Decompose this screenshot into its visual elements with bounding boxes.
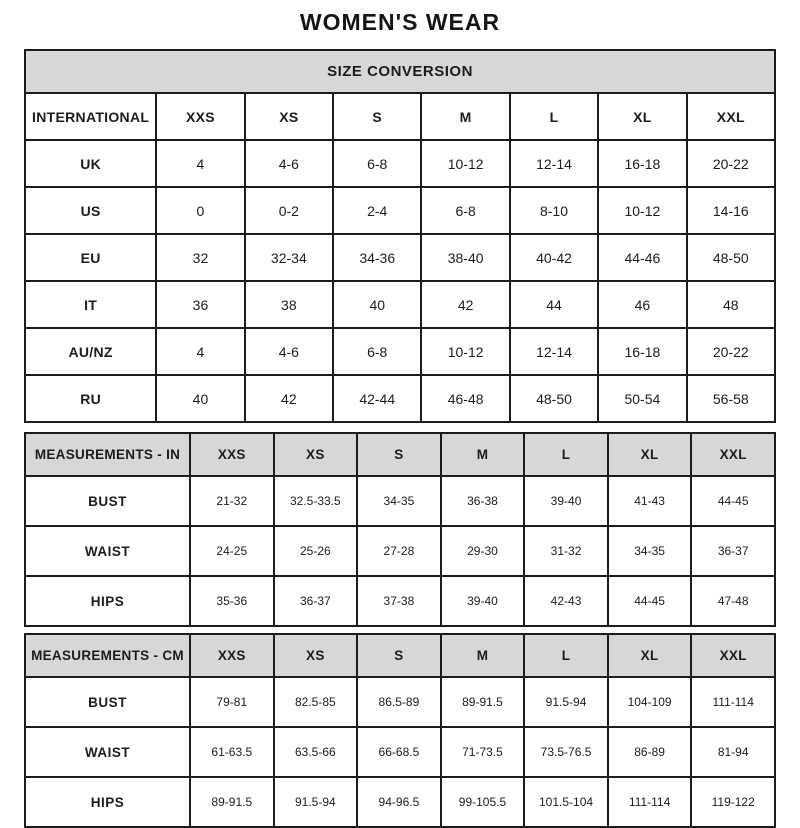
table-row	[25, 526, 775, 576]
value-cell: 25-26	[274, 526, 358, 576]
value-cell: 8-10	[510, 187, 598, 234]
value-cell: 79-81	[190, 677, 274, 727]
table-row	[25, 234, 775, 281]
value-cell: 44-46	[598, 234, 686, 281]
value-cell: 38-40	[421, 234, 509, 281]
size-column-header: L	[524, 433, 608, 476]
size-column-header: M	[441, 433, 525, 476]
value-cell: 16-18	[598, 328, 686, 375]
value-cell: 86-89	[608, 727, 692, 777]
value-cell: 48-50	[687, 234, 775, 281]
value-cell: 32.5-33.5	[274, 476, 358, 526]
value-cell: 44-45	[691, 476, 775, 526]
value-cell: 0	[156, 187, 244, 234]
page-title: WOMEN'S WEAR	[299, 9, 501, 35]
size-column-header: XXS	[156, 93, 244, 140]
measurements-in-header-row	[25, 433, 775, 476]
region-label: US	[25, 187, 156, 234]
table-row	[25, 476, 775, 526]
value-cell: 6-8	[333, 140, 421, 187]
size-column-header: S	[333, 93, 421, 140]
value-cell: 10-12	[421, 328, 509, 375]
value-cell: 37-38	[357, 576, 441, 626]
value-cell: 44	[510, 281, 598, 328]
value-cell: 40-42	[510, 234, 598, 281]
measurements-cm-title: MEASUREMENTS - CM	[25, 634, 190, 677]
value-cell: 63.5-66	[274, 727, 358, 777]
size-column-header: XXS	[190, 433, 274, 476]
value-cell: 2-4	[333, 187, 421, 234]
table-row	[25, 777, 775, 827]
value-cell: 4	[156, 140, 244, 187]
value-cell: 41-43	[608, 476, 692, 526]
region-label: EU	[25, 234, 156, 281]
value-cell: 104-109	[608, 677, 692, 727]
table-row	[25, 281, 775, 328]
measurement-label: WAIST	[25, 727, 190, 777]
size-column-header: L	[510, 93, 598, 140]
measurement-label: BUST	[25, 476, 190, 526]
value-cell: 21-32	[190, 476, 274, 526]
value-cell: 36-37	[274, 576, 358, 626]
value-cell: 10-12	[421, 140, 509, 187]
value-cell: 99-105.5	[441, 777, 525, 827]
value-cell: 91.5-94	[274, 777, 358, 827]
value-cell: 14-16	[687, 187, 775, 234]
size-conversion-columns-row	[25, 93, 775, 140]
value-cell: 119-122	[691, 777, 775, 827]
measurement-label: HIPS	[25, 576, 190, 626]
size-conversion-table	[24, 49, 776, 423]
value-cell: 12-14	[510, 328, 598, 375]
value-cell: 20-22	[687, 328, 775, 375]
size-column-header: M	[421, 93, 509, 140]
size-column-header: XL	[608, 433, 692, 476]
value-cell: 42	[421, 281, 509, 328]
value-cell: 39-40	[524, 476, 608, 526]
measurements-in-table	[24, 432, 776, 627]
value-cell: 89-91.5	[441, 677, 525, 727]
measurements-cm-table	[24, 633, 776, 828]
value-cell: 20-22	[687, 140, 775, 187]
value-cell: 46-48	[421, 375, 509, 422]
value-cell: 38	[245, 281, 333, 328]
table-row	[25, 140, 775, 187]
value-cell: 44-45	[608, 576, 692, 626]
value-cell: 4-6	[245, 328, 333, 375]
table-row	[25, 187, 775, 234]
value-cell: 6-8	[333, 328, 421, 375]
size-column-header: M	[441, 634, 525, 677]
size-column-header: XL	[608, 634, 692, 677]
size-column-header: XXL	[687, 93, 775, 140]
size-conversion-title-row	[25, 50, 775, 93]
value-cell: 40	[156, 375, 244, 422]
value-cell: 66-68.5	[357, 727, 441, 777]
size-column-header: XS	[274, 433, 358, 476]
value-cell: 48	[687, 281, 775, 328]
table-row	[25, 677, 775, 727]
size-column-header: XXL	[691, 433, 775, 476]
value-cell: 4	[156, 328, 244, 375]
size-column-header: XL	[598, 93, 686, 140]
value-cell: 16-18	[598, 140, 686, 187]
value-cell: 50-54	[598, 375, 686, 422]
value-cell: 10-12	[598, 187, 686, 234]
region-label: RU	[25, 375, 156, 422]
value-cell: 34-35	[608, 526, 692, 576]
value-cell: 12-14	[510, 140, 598, 187]
table-row	[25, 727, 775, 777]
value-cell: 101.5-104	[524, 777, 608, 827]
value-cell: 42	[245, 375, 333, 422]
value-cell: 24-25	[190, 526, 274, 576]
measurement-label: WAIST	[25, 526, 190, 576]
value-cell: 56-58	[687, 375, 775, 422]
size-chart-page	[24, 0, 776, 828]
value-cell: 6-8	[421, 187, 509, 234]
value-cell: 73.5-76.5	[524, 727, 608, 777]
measurements-in-title: MEASUREMENTS - IN	[25, 433, 190, 476]
value-cell: 31-32	[524, 526, 608, 576]
value-cell: 35-36	[190, 576, 274, 626]
value-cell: 61-63.5	[190, 727, 274, 777]
measurement-label: BUST	[25, 677, 190, 727]
column-header-international: INTERNATIONAL	[25, 93, 156, 140]
region-label: UK	[25, 140, 156, 187]
table-row	[25, 576, 775, 626]
value-cell: 4-6	[245, 140, 333, 187]
table-row	[25, 328, 775, 375]
value-cell: 27-28	[357, 526, 441, 576]
value-cell: 48-50	[510, 375, 598, 422]
size-column-header: XXL	[691, 634, 775, 677]
value-cell: 91.5-94	[524, 677, 608, 727]
measurement-label: HIPS	[25, 777, 190, 827]
value-cell: 111-114	[691, 677, 775, 727]
size-column-header: XS	[245, 93, 333, 140]
size-column-header: L	[524, 634, 608, 677]
value-cell: 111-114	[608, 777, 692, 827]
value-cell: 32	[156, 234, 244, 281]
measurements-cm-header-row	[25, 634, 775, 677]
value-cell: 86.5-89	[357, 677, 441, 727]
value-cell: 36-37	[691, 526, 775, 576]
value-cell: 32-34	[245, 234, 333, 281]
value-cell: 34-35	[357, 476, 441, 526]
size-column-header: XS	[274, 634, 358, 677]
region-label: IT	[25, 281, 156, 328]
value-cell: 40	[333, 281, 421, 328]
value-cell: 36	[156, 281, 244, 328]
value-cell: 71-73.5	[441, 727, 525, 777]
value-cell: 39-40	[441, 576, 525, 626]
value-cell: 89-91.5	[190, 777, 274, 827]
size-column-header: XXS	[190, 634, 274, 677]
value-cell: 94-96.5	[357, 777, 441, 827]
size-conversion-title: SIZE CONVERSION	[25, 50, 775, 93]
region-label: AU/NZ	[25, 328, 156, 375]
value-cell: 46	[598, 281, 686, 328]
value-cell: 34-36	[333, 234, 421, 281]
value-cell: 82.5-85	[274, 677, 358, 727]
size-column-header: S	[357, 634, 441, 677]
value-cell: 0-2	[245, 187, 333, 234]
value-cell: 47-48	[691, 576, 775, 626]
value-cell: 42-43	[524, 576, 608, 626]
size-column-header: S	[357, 433, 441, 476]
table-row	[25, 375, 775, 422]
value-cell: 29-30	[441, 526, 525, 576]
value-cell: 36-38	[441, 476, 525, 526]
value-cell: 81-94	[691, 727, 775, 777]
value-cell: 42-44	[333, 375, 421, 422]
